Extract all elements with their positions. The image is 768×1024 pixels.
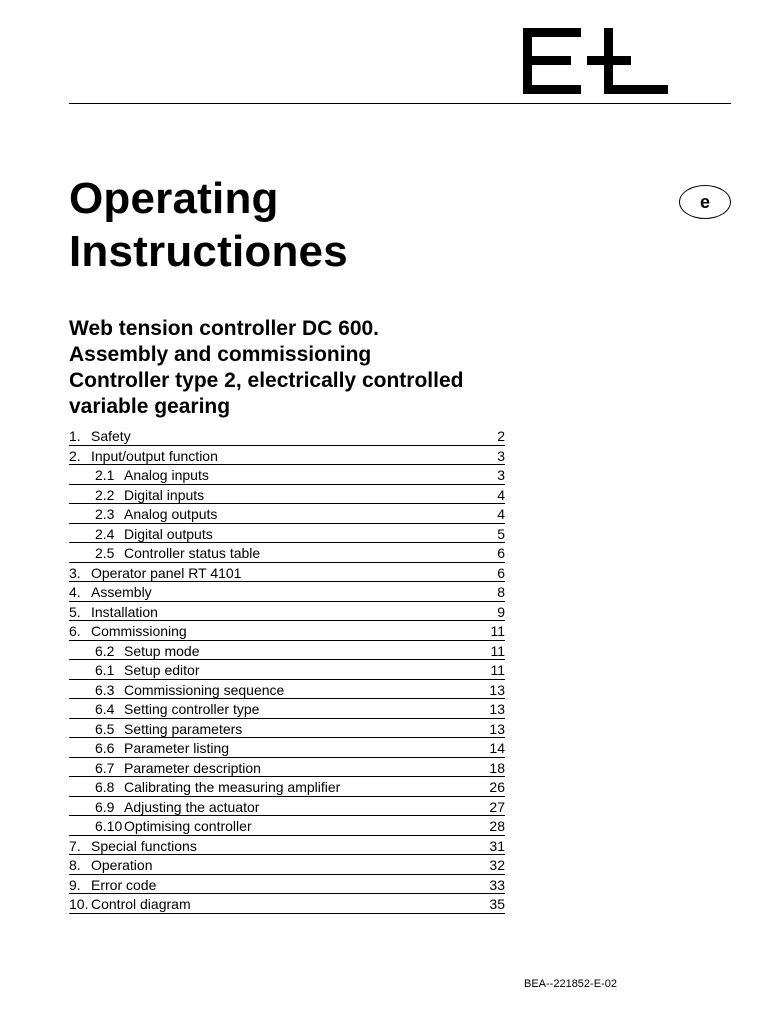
toc-row[interactable] [69,875,505,895]
toc-number: 5. [69,603,81,620]
toc-page: 2 [497,428,505,445]
toc-row[interactable] [69,524,505,544]
toc-label: Setting parameters [124,720,243,737]
toc-page: 6 [497,564,505,581]
toc-page: 8 [497,584,505,601]
toc-number: 2.4 [95,525,115,542]
header-rule [69,103,731,104]
toc-row[interactable] [69,485,505,505]
toc-row[interactable] [69,504,505,524]
toc-label: Commissioning [91,623,187,640]
toc-page: 9 [497,603,505,620]
toc-label: Special functions [91,837,197,854]
toc-number: 3. [69,564,81,581]
toc-row[interactable] [69,582,505,602]
toc-label: Input/output function [91,447,218,464]
toc-label: Parameter listing [124,740,230,757]
toc-label: Calibrating the measuring amplifier [124,779,341,796]
toc-number: 6.9 [95,798,115,815]
toc-page: 11 [490,642,505,659]
toc-number: 6.3 [95,681,115,698]
toc-number: 6.2 [95,642,115,659]
toc-row[interactable] [69,797,505,817]
toc-row[interactable] [69,777,505,797]
toc-label: Assembly [91,584,152,601]
toc-page: 27 [489,798,505,815]
toc-label: Setting controller type [124,701,260,718]
toc-row[interactable] [69,836,505,856]
toc-row[interactable] [69,426,505,446]
subtitle-line: Web tension controller DC 600. [69,317,380,340]
toc-page: 32 [489,857,505,874]
toc-page: 35 [489,896,505,913]
toc-row[interactable] [69,894,505,914]
title-line: Instructiones [69,227,348,276]
toc-number: 2.2 [95,486,115,503]
toc-number: 8. [69,857,81,874]
toc-label: Digital inputs [124,486,205,503]
toc-number: 6.8 [95,779,115,796]
toc-row[interactable] [69,699,505,719]
toc-page: 3 [497,467,505,484]
toc-page: 3 [497,447,505,464]
toc-number: 1. [69,428,81,445]
toc-page: 5 [497,525,505,542]
toc-number: 6.4 [95,701,115,718]
document-title [69,172,348,278]
toc-page: 13 [489,720,505,737]
subtitle-line: variable gearing [69,395,231,418]
toc-number: 2.1 [95,467,115,484]
toc-label: Parameter description [124,759,261,776]
toc-row[interactable] [69,563,505,583]
toc-row[interactable] [69,446,505,466]
toc-number: 6.7 [95,759,115,776]
toc-number: 7. [69,837,81,854]
document-code: BEA--221852-E-02 [524,978,617,990]
toc-label: Controller status table [124,545,261,562]
toc-number: 4. [69,584,81,601]
toc-row[interactable] [69,738,505,758]
toc-page: 33 [489,876,505,893]
toc-number: 2.5 [95,545,115,562]
toc-row[interactable] [69,602,505,622]
toc-page: 31 [489,837,505,854]
toc-page: 13 [489,681,505,698]
toc-row[interactable] [69,660,505,680]
toc-number: 6.1 [95,662,115,679]
toc-number: 6.10 [95,818,123,835]
toc-row[interactable] [69,680,505,700]
toc-number: 9. [69,876,81,893]
toc-number: 6.5 [95,720,115,737]
document-subtitle [69,316,463,420]
toc-label: Error code [91,876,157,893]
toc-label: Operator panel RT 4101 [91,564,242,581]
toc-number: 6.6 [95,740,115,757]
toc-label: Analog inputs [124,467,209,484]
toc-label: Operation [91,857,153,874]
toc-row[interactable] [69,621,505,641]
toc-label: Safety [91,428,131,445]
toc-number: 2.3 [95,506,115,523]
toc-label: Analog outputs [124,506,218,523]
toc-row[interactable] [69,543,505,563]
toc-label: Digital outputs [124,525,213,542]
toc-row[interactable] [69,465,505,485]
toc-row[interactable] [69,719,505,739]
toc-page: 13 [489,701,505,718]
toc-page: 4 [497,486,505,503]
toc-page: 14 [489,740,505,757]
toc-label: Installation [91,603,158,620]
table-of-contents [69,426,505,914]
toc-row[interactable] [69,758,505,778]
subtitle-line: Controller type 2, electrically controlled [69,369,464,392]
toc-label: Adjusting the actuator [124,798,260,815]
toc-row[interactable] [69,855,505,875]
toc-page: 11 [490,662,505,679]
toc-label: Optimising controller [124,818,252,835]
toc-label: Setup editor [124,662,200,679]
toc-number: 2. [69,447,81,464]
toc-page: 4 [497,506,505,523]
toc-row[interactable] [69,816,505,836]
title-line: Operating [69,174,279,223]
toc-label: Commissioning sequence [124,681,285,698]
toc-label: Setup mode [124,642,200,659]
subtitle-line: Assembly and commissioning [69,343,372,366]
toc-number: 10. [69,896,89,913]
toc-page: 6 [497,545,505,562]
toc-label: Control diagram [91,896,191,913]
toc-page: 18 [489,759,505,776]
language-badge: e [679,185,731,219]
toc-row[interactable] [69,641,505,661]
toc-page: 28 [489,818,505,835]
toc-number: 6. [69,623,81,640]
company-logo [523,28,668,94]
toc-page: 26 [489,779,505,796]
toc-page: 11 [490,623,505,640]
